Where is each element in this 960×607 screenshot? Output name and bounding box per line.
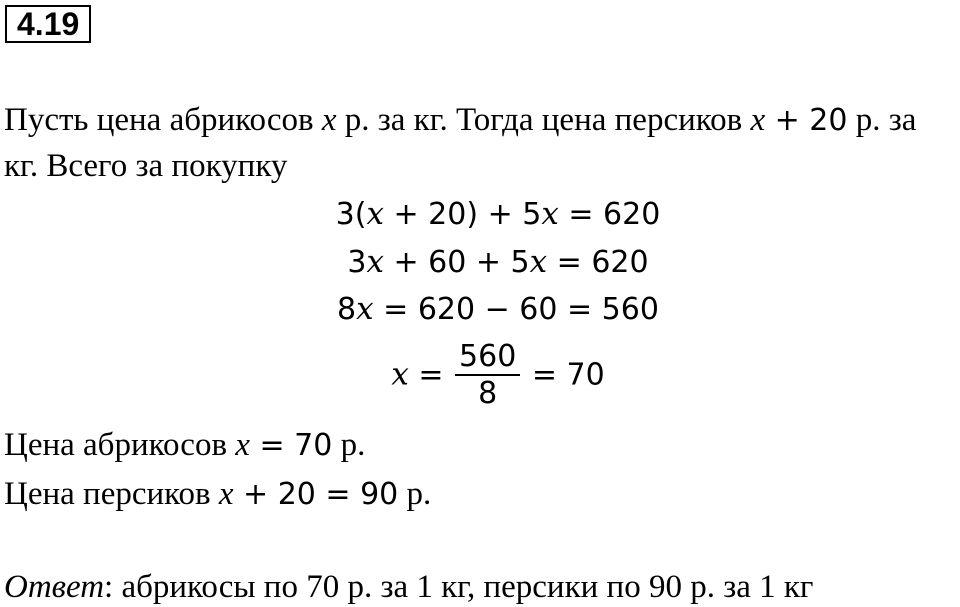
- intro-line-2-text: кг. Всего за покупку: [4, 148, 288, 184]
- intro-expr-variable: x: [750, 102, 766, 138]
- result-peach-value: + 20 = 90: [233, 477, 399, 512]
- equation-3: [0, 289, 960, 330]
- eq2-part-c: = 620: [547, 245, 649, 280]
- result-peach: [4, 474, 431, 515]
- intro-text-c: р. за: [847, 102, 917, 138]
- eq4-denominator: 8: [478, 376, 498, 411]
- intro-line-2: [4, 146, 287, 186]
- answer-label: Ответ: [4, 569, 105, 605]
- answer-line: [4, 567, 813, 607]
- intro-text-b: р. за кг. Тогда цена персиков: [336, 102, 751, 138]
- eq1-part-c: = 620: [558, 197, 661, 232]
- equation-1: [0, 194, 960, 235]
- problem-number: 4.19: [5, 5, 91, 43]
- eq2-var-2: x: [529, 244, 548, 280]
- eq1-var-1: x: [366, 196, 384, 232]
- intro-expr-rest: + 20: [765, 103, 848, 138]
- eq4-var: x: [391, 356, 409, 393]
- result-apricot: [4, 425, 365, 466]
- result-peach-unit: р.: [398, 476, 432, 512]
- intro-text-a: Пусть цена абрикосов: [4, 102, 322, 138]
- eq2-var-1: x: [366, 244, 384, 280]
- eq1-var-2: x: [541, 196, 559, 232]
- intro-variable: x: [321, 102, 337, 138]
- eq3-var: x: [356, 291, 374, 327]
- eq2-part-b: + 60 + 5: [383, 245, 530, 280]
- equation-2: [0, 242, 960, 283]
- eq4-fraction: [455, 340, 520, 412]
- result-apricot-unit: р.: [332, 427, 366, 463]
- eq3-part-b: = 620 − 60 = 560: [373, 292, 659, 327]
- result-apricot-value: = 70: [249, 428, 333, 463]
- result-apricot-var: x: [235, 427, 250, 463]
- result-peach-var: x: [218, 476, 234, 512]
- eq3-part-a: 8: [337, 292, 357, 327]
- eq2-part-a: 3: [347, 245, 367, 280]
- eq4-result: = 70: [522, 357, 605, 393]
- eq4-numerator: 560: [455, 340, 520, 376]
- equation-4: [0, 340, 960, 412]
- intro-line-1: [4, 100, 916, 141]
- result-peach-text: Цена персиков: [4, 476, 219, 512]
- eq1-part-b: + 20) + 5: [383, 197, 542, 232]
- eq4-equals: =: [408, 357, 454, 393]
- answer-text: : абрикосы по 70 р. за 1 кг, персики по 90 р. за 1 кг: [104, 569, 814, 605]
- result-apricot-text: Цена абрикосов: [4, 427, 236, 463]
- eq1-part-a: 3(: [335, 197, 367, 232]
